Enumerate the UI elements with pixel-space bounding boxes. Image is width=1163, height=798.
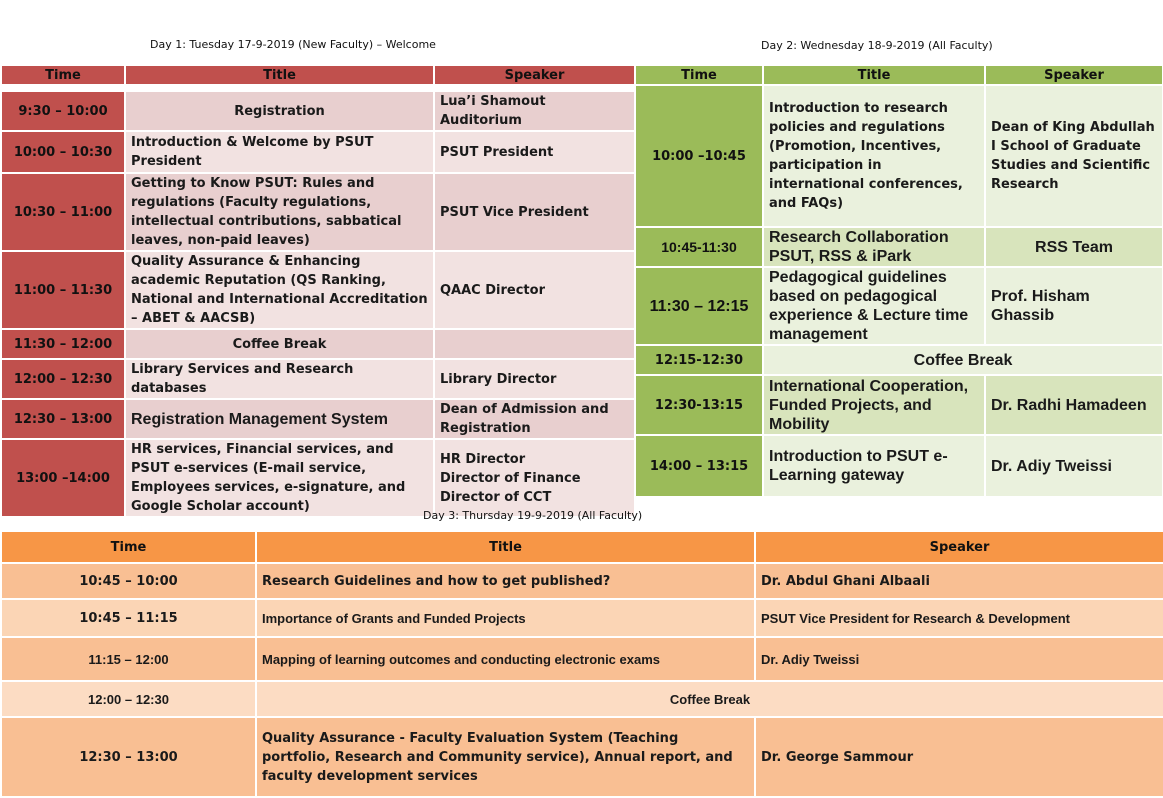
speaker-cell: Library Director — [434, 359, 635, 399]
title-cell: Registration — [125, 91, 434, 131]
time-cell: 10:00 –10:45 — [635, 85, 763, 227]
title-cell: Pedagogical guidelines based on pedagogical experience & Lecture time management — [763, 267, 985, 345]
time-cell: 12:00 – 12:30 — [1, 359, 125, 399]
table-row — [1, 359, 635, 399]
speaker-cell: Dean of Admission and Registration — [434, 399, 635, 439]
title-cell: Introduction to research policies and regulations (Promotion, Incentives, participation in international conferences, and FAQs) — [763, 85, 985, 227]
table-row — [635, 435, 1163, 497]
time-cell: 10:30 – 11:00 — [1, 173, 125, 251]
time-cell: 14:00 – 13:15 — [635, 435, 763, 497]
table-row — [635, 267, 1163, 345]
table-row — [1, 91, 635, 131]
speaker-header: Speaker — [985, 65, 1163, 85]
speaker-line: HR Director — [440, 451, 526, 467]
time-cell: 10:00 – 10:30 — [1, 131, 125, 173]
title-cell: Research Guidelines and how to get published? — [256, 563, 755, 599]
table-row — [1, 173, 635, 251]
time-cell: 12:15-12:30 — [635, 345, 763, 375]
speaker-cell: Dr. George Sammour — [755, 717, 1163, 797]
title-header: Title — [256, 531, 755, 563]
speaker-cell: Prof. Hisham Ghassib — [985, 267, 1163, 345]
speaker-cell: Dr. Adiy Tweissi — [755, 637, 1163, 681]
speaker-cell: Dr. Adiy Tweissi — [985, 435, 1163, 497]
time-cell: 12:00 – 12:30 — [1, 681, 256, 717]
speaker-cell: PSUT President — [434, 131, 635, 173]
time-cell: 10:45 – 10:00 — [1, 563, 256, 599]
speaker-cell: PSUT Vice President for Research & Development — [755, 599, 1163, 637]
day1-schedule-table — [0, 64, 636, 518]
table-row — [1, 329, 635, 359]
table-row — [1, 717, 1163, 797]
speaker-cell — [434, 439, 635, 517]
speaker-cell: Lua’i Shamout Auditorium — [434, 91, 635, 131]
time-cell: 12:30-13:15 — [635, 375, 763, 435]
title-cell: HR services, Financial services, and PSUT e-services (E-mail service, Employees services, e-signature, and Google Scholar account) — [125, 439, 434, 517]
day3-caption: Day 3: Thursday 19-9-2019 (All Faculty) — [423, 509, 643, 522]
table-header-row — [635, 65, 1163, 85]
time-cell: 11:15 – 12:00 — [1, 637, 256, 681]
time-header: Time — [1, 531, 256, 563]
speaker-cell — [434, 329, 635, 359]
table-row — [1, 251, 635, 329]
day3-schedule-table — [0, 530, 1163, 798]
speaker-header: Speaker — [434, 65, 635, 85]
table-row — [1, 399, 635, 439]
time-cell: 12:30 – 13:00 — [1, 399, 125, 439]
time-header: Time — [1, 65, 125, 85]
title-cell: Mapping of learning outcomes and conducting electronic exams — [256, 637, 755, 681]
title-cell: Importance of Grants and Funded Projects — [256, 599, 755, 637]
table-row — [1, 637, 1163, 681]
title-cell: Introduction & Welcome by PSUT President — [125, 131, 434, 173]
speaker-cell: RSS Team — [985, 227, 1163, 267]
day2-caption: Day 2: Wednesday 18-9-2019 (All Faculty) — [761, 39, 993, 52]
speaker-header: Speaker — [755, 531, 1163, 563]
time-cell: 13:00 –14:00 — [1, 439, 125, 517]
speaker-cell: Dean of King Abdullah I School of Graduate Studies and Scientific Research — [985, 85, 1163, 227]
title-cell: International Cooperation, Funded Projects, and Mobility — [763, 375, 985, 435]
time-cell: 10:45 – 11:15 — [1, 599, 256, 637]
table-row — [635, 227, 1163, 267]
time-cell: 11:00 – 11:30 — [1, 251, 125, 329]
title-header: Title — [125, 65, 434, 85]
speaker-cell: Dr. Abdul Ghani Albaali — [755, 563, 1163, 599]
time-cell: 11:30 – 12:15 — [635, 267, 763, 345]
title-cell: Coffee Break — [763, 345, 1163, 375]
title-cell: Getting to Know PSUT: Rules and regulations (Faculty regulations, intellectual contributions, sabbatical leaves, non-paid leaves) — [125, 173, 434, 251]
table-row — [1, 563, 1163, 599]
title-cell: Registration Management System — [125, 399, 434, 439]
table-header-row — [1, 65, 635, 85]
title-cell: Quality Assurance - Faculty Evaluation System (Teaching portfolio, Research and Community service), Annual report, and faculty development services — [256, 717, 755, 797]
speaker-cell: QAAC Director — [434, 251, 635, 329]
table-row — [1, 599, 1163, 637]
day2-schedule-table — [634, 64, 1163, 498]
speaker-line: Director of CCT — [440, 489, 552, 505]
title-cell: Library Services and Research databases — [125, 359, 434, 399]
table-row — [635, 345, 1163, 375]
title-cell: Research Collaboration PSUT, RSS & iPark — [763, 227, 985, 267]
table-row — [1, 131, 635, 173]
title-cell: Quality Assurance & Enhancing academic Reputation (QS Ranking, National and International Accreditation – ABET & AACSB) — [125, 251, 434, 329]
speaker-cell: Dr. Radhi Hamadeen — [985, 375, 1163, 435]
table-row — [635, 85, 1163, 227]
time-cell: 12:30 – 13:00 — [1, 717, 256, 797]
title-cell: Coffee Break — [125, 329, 434, 359]
time-header: Time — [635, 65, 763, 85]
table-header-row — [1, 531, 1163, 563]
title-cell: Coffee Break — [256, 681, 1163, 717]
table-row — [1, 681, 1163, 717]
time-cell: 9:30 – 10:00 — [1, 91, 125, 131]
title-cell: Introduction to PSUT e-Learning gateway — [763, 435, 985, 497]
table-row — [635, 375, 1163, 435]
speaker-line: Director of Finance — [440, 470, 581, 486]
time-cell: 10:45-11:30 — [635, 227, 763, 267]
speaker-cell: PSUT Vice President — [434, 173, 635, 251]
title-header: Title — [763, 65, 985, 85]
table-row — [1, 439, 635, 517]
time-cell: 11:30 – 12:00 — [1, 329, 125, 359]
day1-caption: Day 1: Tuesday 17-9-2019 (New Faculty) – Welcome — [150, 38, 436, 51]
